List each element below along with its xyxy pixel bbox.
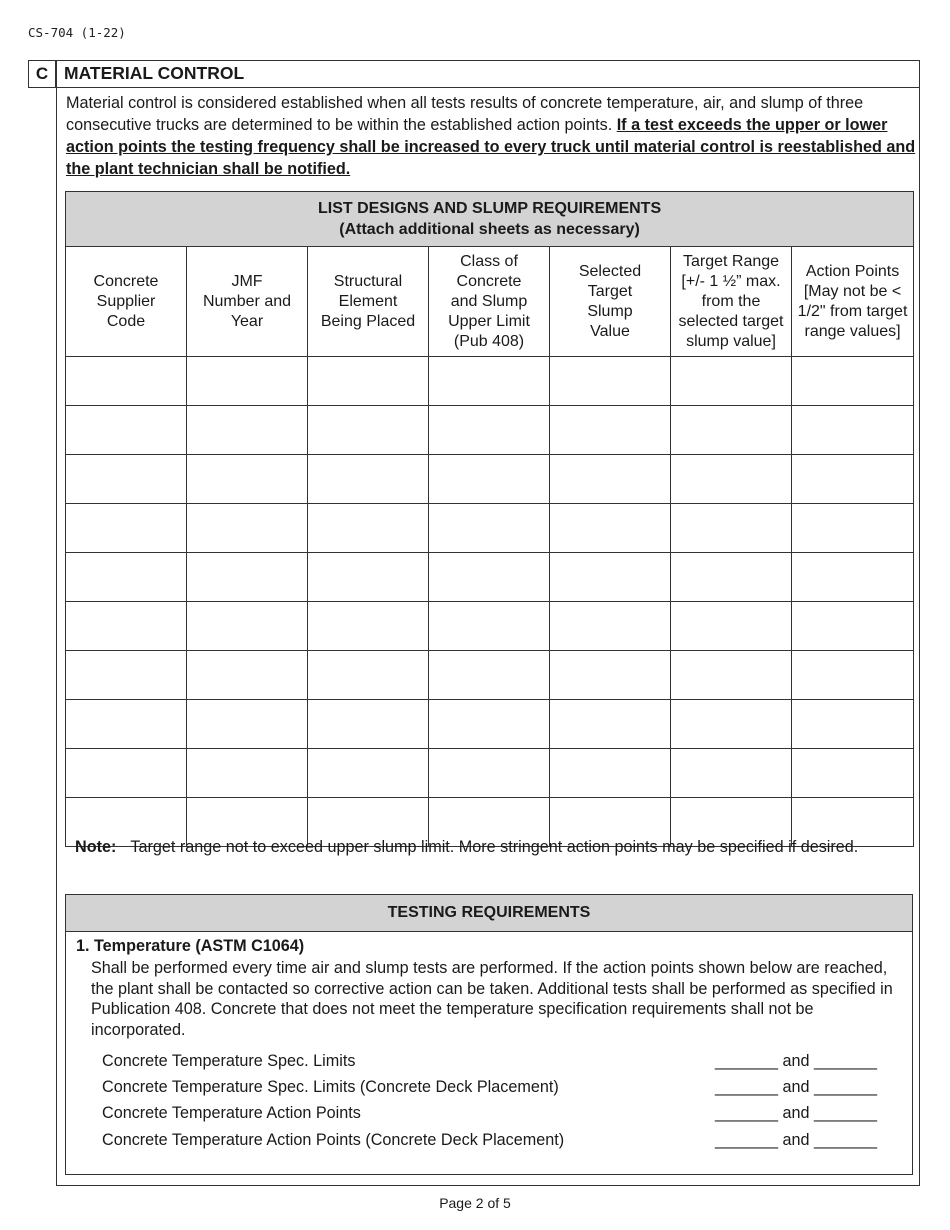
table-cell[interactable]	[550, 357, 671, 406]
column-header-line: from the	[701, 292, 761, 310]
intro-paragraph	[66, 92, 916, 180]
column-header-line: Code	[106, 312, 146, 330]
page-number: Page 2 of 5	[439, 1195, 511, 1211]
temp-action-points-deck-line	[102, 1131, 902, 1151]
column-header	[792, 247, 914, 357]
table-row	[66, 406, 914, 455]
testing-requirements-box	[65, 894, 913, 1175]
table-row	[66, 749, 914, 798]
temperature-heading: 1. Temperature (ASTM C1064)	[76, 937, 305, 955]
table-cell[interactable]	[187, 504, 308, 553]
table-cell[interactable]	[187, 651, 308, 700]
temp-spec-limits-label: Concrete Temperature Spec. Limits	[102, 1052, 356, 1070]
table-cell[interactable]	[66, 700, 187, 749]
table-cell[interactable]	[66, 406, 187, 455]
column-header-line: selected target	[678, 312, 784, 330]
temp-action-points-label: Concrete Temperature Action Points	[102, 1104, 361, 1122]
column-header	[671, 247, 792, 357]
table-cell[interactable]	[429, 700, 550, 749]
column-header-line: Value	[590, 322, 630, 340]
designs-table-banner	[66, 192, 914, 247]
section-letter: C	[28, 60, 56, 88]
column-header-line: slump value]	[686, 332, 776, 350]
table-cell[interactable]	[671, 651, 792, 700]
column-header-line: Element	[338, 292, 398, 310]
column-header-line: Selected	[578, 262, 642, 280]
table-cell[interactable]	[187, 553, 308, 602]
column-header-line: Upper Limit	[448, 312, 530, 330]
table-cell[interactable]	[550, 700, 671, 749]
table-cell[interactable]	[550, 602, 671, 651]
table-cell[interactable]	[187, 455, 308, 504]
table-cell[interactable]	[308, 749, 429, 798]
column-header-line: [+/- 1 ½” max.	[681, 272, 781, 290]
table-cell[interactable]	[671, 504, 792, 553]
table-row	[66, 357, 914, 406]
table-cell[interactable]	[792, 553, 914, 602]
table-cell[interactable]	[792, 455, 914, 504]
table-cell[interactable]	[671, 553, 792, 602]
table-row	[66, 700, 914, 749]
table-cell[interactable]	[671, 406, 792, 455]
column-header-line: (Pub 408)	[453, 332, 525, 350]
temp-action-points-line	[102, 1104, 902, 1124]
table-cell[interactable]	[792, 406, 914, 455]
column-header-line: Target	[587, 282, 633, 300]
table-cell[interactable]	[66, 651, 187, 700]
column-header-line: Concrete	[93, 272, 159, 290]
table-cell[interactable]	[792, 357, 914, 406]
table-cell[interactable]	[308, 553, 429, 602]
table-cell[interactable]	[792, 602, 914, 651]
table-cell[interactable]	[550, 651, 671, 700]
table-cell[interactable]	[308, 357, 429, 406]
table-cell[interactable]	[671, 602, 792, 651]
table-cell[interactable]	[66, 602, 187, 651]
table-cell[interactable]	[671, 455, 792, 504]
table-row	[66, 504, 914, 553]
table-cell[interactable]	[66, 455, 187, 504]
section-title: MATERIAL CONTROL	[56, 60, 920, 88]
table-cell[interactable]	[66, 504, 187, 553]
column-header	[308, 247, 429, 357]
form-code: CS-704 (1-22)	[28, 25, 126, 40]
column-header-line: Action Points	[805, 262, 900, 280]
table-row	[66, 602, 914, 651]
table-cell[interactable]	[308, 651, 429, 700]
designs-table-body	[66, 357, 914, 847]
table-cell[interactable]	[66, 357, 187, 406]
column-header-line: Number and	[202, 292, 292, 310]
note	[75, 838, 858, 857]
table-cell[interactable]	[550, 406, 671, 455]
column-header-line: Class of	[460, 252, 518, 270]
table-cell[interactable]	[429, 504, 550, 553]
temp-spec-limits-deck-label: Concrete Temperature Spec. Limits (Concrete Deck Placement)	[102, 1078, 559, 1096]
temp-spec-limits-deck-field[interactable]: _______ and _______	[715, 1078, 878, 1096]
table-cell[interactable]	[308, 602, 429, 651]
temp-spec-limits-line	[102, 1052, 902, 1072]
table-cell[interactable]	[550, 749, 671, 798]
table-cell[interactable]	[187, 700, 308, 749]
column-header-line: Concrete	[456, 272, 522, 290]
table-cell[interactable]	[550, 553, 671, 602]
table-cell[interactable]	[187, 406, 308, 455]
temp-action-points-deck-label: Concrete Temperature Action Points (Concrete Deck Placement)	[102, 1131, 565, 1149]
column-header-line: 1/2" from target	[797, 302, 908, 320]
table-cell[interactable]	[187, 357, 308, 406]
table-cell[interactable]	[429, 651, 550, 700]
table-cell[interactable]	[308, 406, 429, 455]
table-row	[66, 455, 914, 504]
table-cell[interactable]	[187, 602, 308, 651]
temp-spec-limits-field[interactable]: _______ and _______	[715, 1052, 878, 1070]
table-cell[interactable]	[429, 357, 550, 406]
column-header-line: JMF	[231, 272, 263, 290]
column-header-line: [May not be <	[803, 282, 902, 300]
table-cell[interactable]	[308, 504, 429, 553]
table-cell[interactable]	[429, 455, 550, 504]
table-row	[66, 651, 914, 700]
temp-action-points-deck-field[interactable]: _______ and _______	[715, 1131, 878, 1149]
column-header-line: Being Placed	[320, 312, 416, 330]
table-cell[interactable]	[671, 357, 792, 406]
intro-text: Material control is considered established when all tests results of concrete temperature, air, and slump of three consecutive trucks are determined to be within the established action points.	[66, 94, 864, 134]
designs-banner-line2: (Attach additional sheets as necessary)	[339, 221, 640, 238]
column-header	[187, 247, 308, 357]
table-cell[interactable]	[550, 455, 671, 504]
table-cell[interactable]	[308, 455, 429, 504]
table-cell[interactable]	[550, 504, 671, 553]
column-header	[66, 247, 187, 357]
column-header-line: Target Range	[682, 252, 780, 270]
column-header-line: Supplier	[96, 292, 156, 310]
column-header	[550, 247, 671, 357]
table-cell[interactable]	[429, 406, 550, 455]
testing-banner: TESTING REQUIREMENTS	[66, 895, 912, 932]
table-cell[interactable]	[792, 504, 914, 553]
temp-action-points-field[interactable]: _______ and _______	[715, 1104, 878, 1122]
column-header	[429, 247, 550, 357]
column-header-line: Structural	[333, 272, 403, 290]
table-cell[interactable]	[792, 749, 914, 798]
table-cell[interactable]	[429, 602, 550, 651]
table-cell[interactable]	[429, 553, 550, 602]
note-text: Target range not to exceed upper slump limit. More stringent action points may be specified if desired.	[130, 838, 859, 856]
temp-spec-limits-deck-line	[102, 1078, 902, 1098]
table-cell[interactable]	[671, 700, 792, 749]
table-row	[66, 553, 914, 602]
note-label: Note:	[75, 838, 117, 856]
table-cell[interactable]	[187, 749, 308, 798]
table-cell[interactable]	[429, 749, 550, 798]
column-header-row	[66, 247, 914, 357]
intro-bold-text: If a test exceeds the upper or lower action points the testing frequency shall be increased to every truck until material control is reestablished and the plant technician shall be notified.	[66, 116, 916, 178]
column-header-line: range values]	[804, 322, 901, 340]
column-header-line: Slump	[587, 302, 633, 320]
designs-banner-line1: LIST DESIGNS AND SLUMP REQUIREMENTS	[317, 200, 662, 217]
column-header-line: and Slump	[450, 292, 528, 310]
column-header-line: Year	[230, 312, 264, 330]
table-cell[interactable]	[671, 749, 792, 798]
temperature-text: Shall be performed every time air and slump tests are performed. If the action points shown below are reached, the plant shall be contacted so corrective action can be taken. Additional tests shall be performed as specified in Publication 408. Concrete that does not meet the temperature specification requirements shall not be incorporated.	[91, 959, 893, 1039]
table-cell[interactable]	[308, 700, 429, 749]
table-cell[interactable]	[792, 651, 914, 700]
table-cell[interactable]	[66, 553, 187, 602]
table-cell[interactable]	[792, 700, 914, 749]
table-cell[interactable]	[66, 749, 187, 798]
designs-table	[65, 191, 914, 847]
